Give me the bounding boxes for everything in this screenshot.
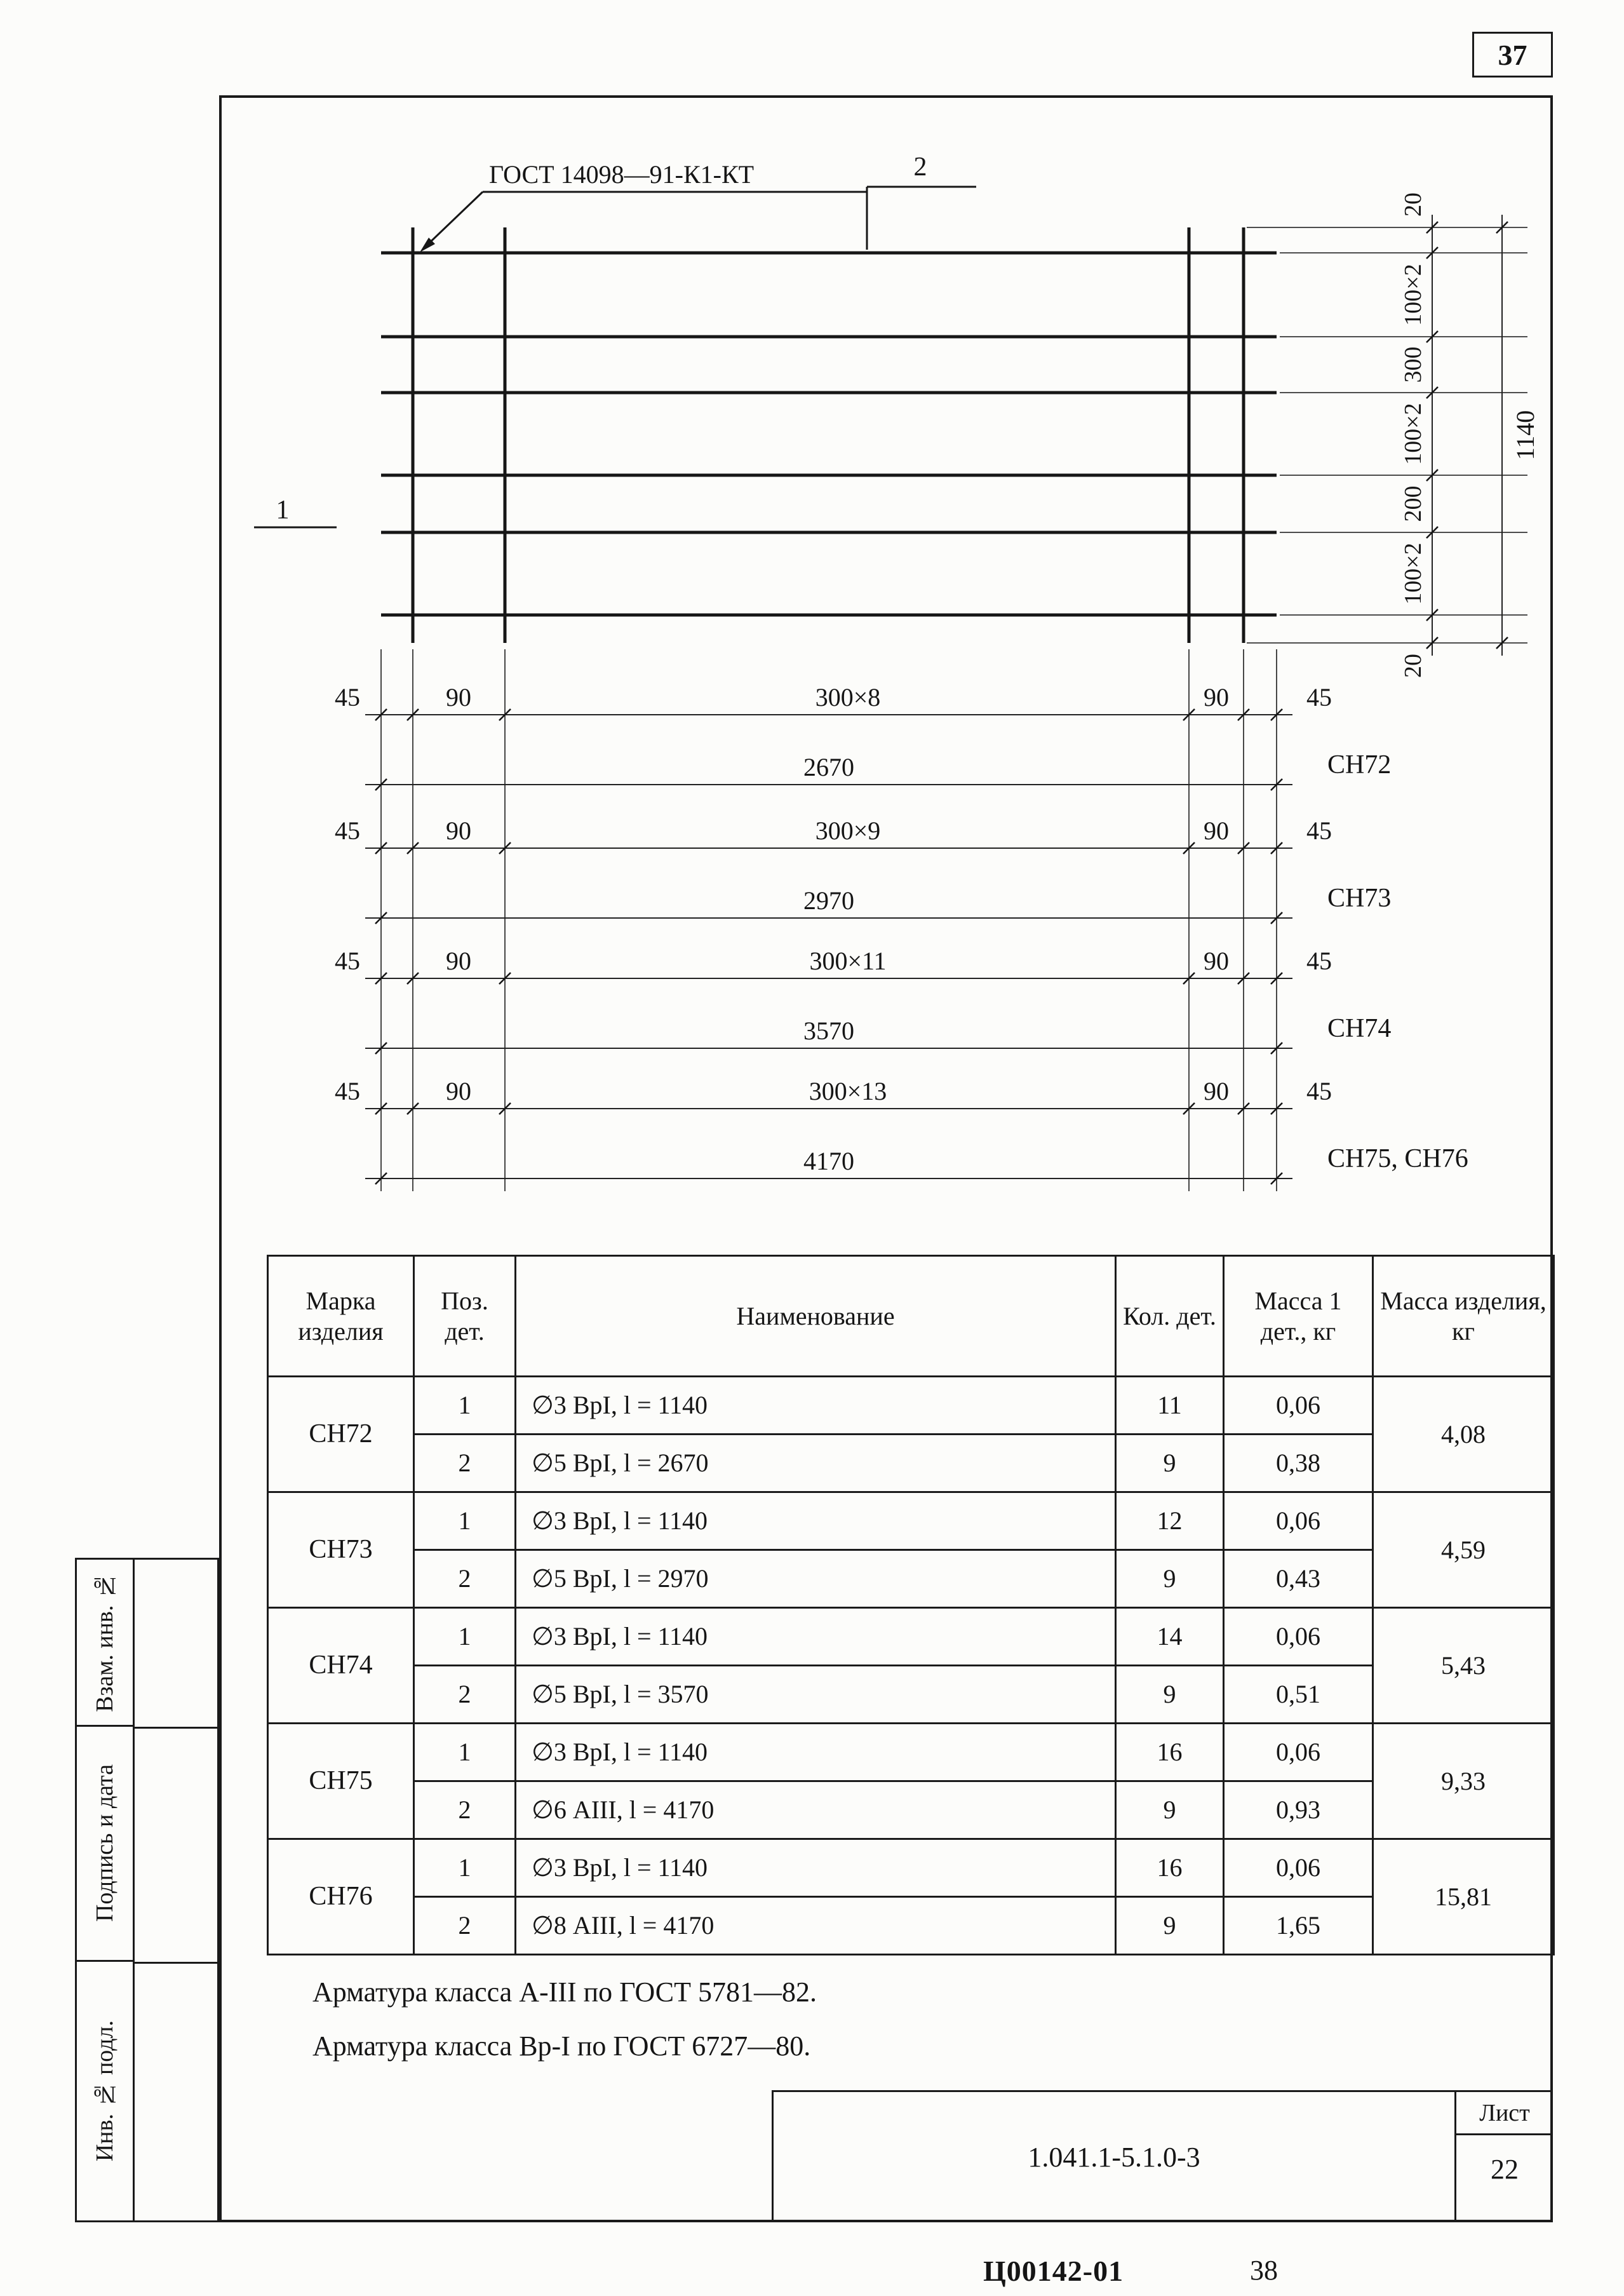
mass-cell: 0,38 [1224, 1435, 1373, 1492]
dim-v-20-top: 20 [1400, 192, 1426, 217]
dim-row1-90l: 90 [446, 683, 471, 712]
dim-row3-overall: 3570 [803, 1016, 854, 1045]
name-cell: ∅3 ВрI, l = 1140 [516, 1377, 1116, 1435]
mesh-wires [381, 227, 1277, 643]
qty-cell: 9 [1116, 1897, 1224, 1955]
dim-row4-90l: 90 [446, 1077, 471, 1105]
mark-cell: СН74 [268, 1608, 414, 1724]
note-line-1: Арматура класса А-III по ГОСТ 5781—82. [312, 1976, 817, 2008]
sidebar-empty-cell [135, 1560, 217, 1729]
dim-row1-45r: 45 [1306, 683, 1332, 712]
pos-cell: 1 [414, 1724, 516, 1781]
dim-row2-90r: 90 [1204, 816, 1229, 845]
dim-v-overall-1140: 1140 [1511, 410, 1540, 461]
sidebar-label-vzam-inv: Взам. инв. № [91, 1572, 118, 1712]
qty-cell: 12 [1116, 1492, 1224, 1550]
mass-cell: 0,93 [1224, 1781, 1373, 1839]
document-number: 1.041.1-5.1.0-3 [1028, 2142, 1200, 2173]
dim-v-100x2-b: 100×2 [1400, 403, 1426, 465]
name-cell: ∅3 ВрI, l = 1140 [516, 1608, 1116, 1666]
dim-row4-mark: СН75, СН76 [1327, 1144, 1468, 1173]
dim-row2-overall: 2970 [803, 886, 854, 915]
page-number-box [1472, 32, 1553, 78]
mass-cell: 0,43 [1224, 1550, 1373, 1608]
dim-row4-90r: 90 [1204, 1077, 1229, 1105]
qty-cell: 16 [1116, 1724, 1224, 1781]
position-callout-1: 1 [276, 496, 290, 525]
col-header-mass-one: Масса 1 дет., кг [1224, 1256, 1373, 1377]
col-header-pos: Поз. дет. [414, 1256, 516, 1377]
sidebar-box-inv-podl [75, 1962, 135, 2222]
table-row [268, 1666, 1554, 1724]
item-mass-cell: 4,59 [1373, 1492, 1554, 1608]
dim-row4-middle: 300×13 [809, 1077, 887, 1105]
pos-cell: 2 [414, 1666, 516, 1724]
dim-row4-overall: 4170 [803, 1147, 854, 1175]
dim-v-100x2-a: 100×2 [1400, 264, 1426, 326]
table-row [268, 1724, 1554, 1781]
mesh-drawing [219, 95, 1553, 1207]
dim-row3-45l: 45 [335, 947, 360, 975]
table-row [268, 1781, 1554, 1839]
dim-row1-45l: 45 [335, 683, 360, 712]
sidebar-label-podpis-data: Подпись и дата [91, 1764, 118, 1922]
mass-cell: 0,51 [1224, 1666, 1373, 1724]
spec-table [267, 1255, 1555, 1955]
dim-v-200: 200 [1400, 485, 1426, 522]
sheet-box [1454, 2092, 1553, 2222]
dim-row2-45l: 45 [335, 816, 360, 845]
dim-row2-middle: 300×9 [815, 816, 881, 845]
dim-row3-45r: 45 [1306, 947, 1332, 975]
sheet-number: 22 [1491, 2154, 1519, 2185]
dim-row1-overall: 2670 [803, 753, 854, 781]
mass-cell: 1,65 [1224, 1897, 1373, 1955]
name-cell: ∅3 ВрI, l = 1140 [516, 1724, 1116, 1781]
name-cell: ∅6 АIII, l = 4170 [516, 1781, 1116, 1839]
position-callout-2: 2 [913, 152, 927, 182]
sidebar-empty-cell [135, 1729, 217, 1964]
extension-lines [381, 227, 1527, 1191]
qty-cell: 11 [1116, 1377, 1224, 1435]
dim-row3-90r: 90 [1204, 947, 1229, 975]
footer-document-code: Ц00142-01 [983, 2255, 1124, 2287]
notes [312, 1976, 817, 2084]
item-mass-cell: 4,08 [1373, 1377, 1554, 1492]
pos-cell: 1 [414, 1608, 516, 1666]
dim-row1-90r: 90 [1204, 683, 1229, 712]
mass-cell: 0,06 [1224, 1839, 1373, 1897]
dim-v-300: 300 [1400, 346, 1426, 383]
dim-v-100x2-c: 100×2 [1400, 543, 1426, 605]
pos-cell: 2 [414, 1897, 516, 1955]
name-cell: ∅3 ВрI, l = 1140 [516, 1839, 1116, 1897]
col-header-qty: Кол. дет. [1116, 1256, 1224, 1377]
mark-cell: СН75 [268, 1724, 414, 1839]
pos-cell: 1 [414, 1839, 516, 1897]
mass-cell: 0,06 [1224, 1377, 1373, 1435]
header-row [268, 1256, 1554, 1377]
mass-cell: 0,06 [1224, 1724, 1373, 1781]
table-row [268, 1608, 1554, 1666]
table-row [268, 1550, 1554, 1608]
dim-row2-45r: 45 [1306, 816, 1332, 845]
qty-cell: 9 [1116, 1435, 1224, 1492]
col-header-mark: Марка изделия [268, 1256, 414, 1377]
pos-cell: 2 [414, 1781, 516, 1839]
sidebar-label-inv-podl: Инв. № подл. [91, 2020, 118, 2162]
sheet-label: Лист [1456, 2092, 1553, 2135]
item-mass-cell: 5,43 [1373, 1608, 1554, 1724]
dim-row2-90l: 90 [446, 816, 471, 845]
weld-standard-label: ГОСТ 14098—91-К1-КТ [489, 160, 755, 189]
item-mass-cell: 15,81 [1373, 1839, 1554, 1955]
dim-row4-45r: 45 [1306, 1077, 1332, 1105]
col-header-name: Наименование [516, 1256, 1116, 1377]
dim-row3-90l: 90 [446, 947, 471, 975]
dim-row4-45l: 45 [335, 1077, 360, 1105]
sidebar-box-podpis-data [75, 1727, 135, 1962]
page-number: 37 [1498, 38, 1527, 71]
qty-cell: 9 [1116, 1781, 1224, 1839]
mass-cell: 0,06 [1224, 1608, 1373, 1666]
mark-cell: СН72 [268, 1377, 414, 1492]
pos-cell: 1 [414, 1377, 516, 1435]
footer-page-number: 38 [1250, 2255, 1278, 2286]
col-header-mass-item: Масса изделия, кг [1373, 1256, 1554, 1377]
name-cell: ∅5 ВрI, l = 3570 [516, 1666, 1116, 1724]
dim-row2-mark: СН73 [1327, 884, 1392, 913]
item-mass-cell: 9,33 [1373, 1724, 1554, 1839]
sidebar-empty-column [135, 1558, 219, 2222]
name-cell: ∅8 АIII, l = 4170 [516, 1897, 1116, 1955]
pos-cell: 1 [414, 1492, 516, 1550]
table-row [268, 1897, 1554, 1955]
dim-row3-mark: СН74 [1327, 1014, 1392, 1043]
table-row [268, 1377, 1554, 1435]
dim-row1-middle: 300×8 [815, 683, 881, 712]
name-cell: ∅3 ВрI, l = 1140 [516, 1492, 1116, 1550]
table-row [268, 1839, 1554, 1897]
dim-row3-middle: 300×11 [809, 947, 887, 975]
pos-cell: 2 [414, 1435, 516, 1492]
name-cell: ∅5 ВрI, l = 2670 [516, 1435, 1116, 1492]
pos-cell: 2 [414, 1550, 516, 1608]
table-row [268, 1492, 1554, 1550]
dim-row1-mark: СН72 [1327, 750, 1392, 780]
note-line-2: Арматура класса Вр-I по ГОСТ 6727—80. [312, 2030, 811, 2062]
mark-cell: СН76 [268, 1839, 414, 1955]
dim-v-20-bottom: 20 [1400, 654, 1426, 678]
qty-cell: 16 [1116, 1839, 1224, 1897]
qty-cell: 9 [1116, 1666, 1224, 1724]
mark-cell: СН73 [268, 1492, 414, 1608]
qty-cell: 14 [1116, 1608, 1224, 1666]
title-block [772, 2090, 1553, 2222]
name-cell: ∅5 ВрI, l = 2970 [516, 1550, 1116, 1608]
mass-cell: 0,06 [1224, 1492, 1373, 1550]
sidebar-box-vzam-inv [75, 1558, 135, 1727]
table-row [268, 1435, 1554, 1492]
qty-cell: 9 [1116, 1550, 1224, 1608]
